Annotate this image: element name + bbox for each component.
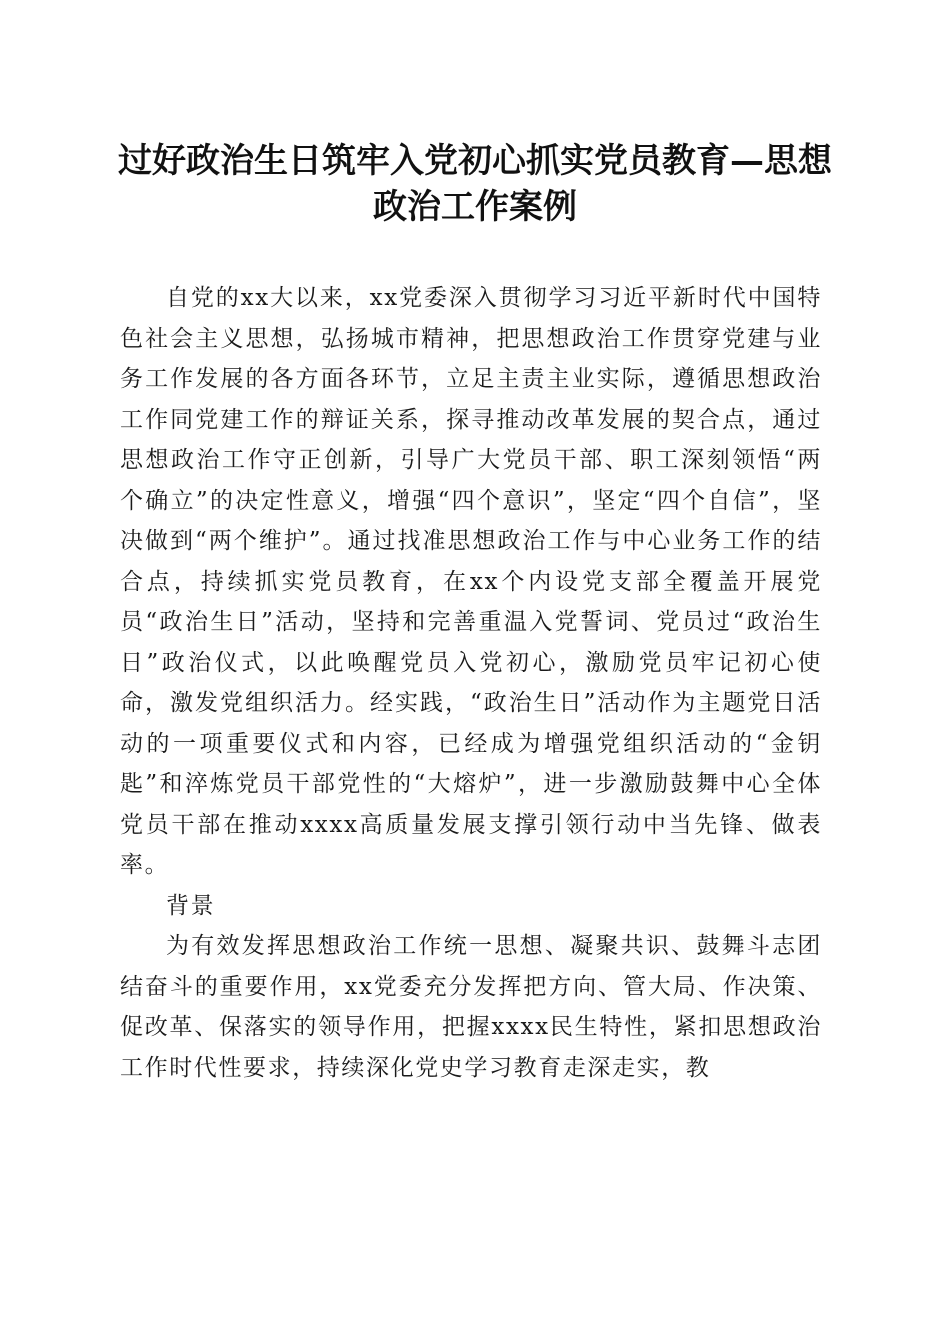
document-title: 过好政治生日筑牢入党初心抓实党员教育—思想政治工作案例: [118, 141, 832, 227]
paragraph-intro: 自党的xx大以来，xx党委深入贯彻学习习近平新时代中国特色社会主义思想，弘扬城市精神，把思想政治工作贯穿党建与业务工作发展的各方面各环节，立足主责主业实际，遵循思想政治工作同党建工作的辩证关系，探寻推动改革发展的契合点，通过思想政治工作守正创新，引导广大党员干部、职工深刻领悟“两个确立”的决定性意义，增强“四个意识”，坚定“四个自信”，坚决做到“两个维护”。通过找准思想政治工作与中心业务工作的结合点，持续抓实党员教育，在xx个内设党支部全覆盖开展党员“政治生日”活动，坚持和完善重温入党誓词、党员过“政治生日”政治仪式，以此唤醒党员入党初心，激励党员牢记初心使命，激发党组织活力。经实践，“政治生日”活动作为主题党日活动的一项重要仪式和内容，已经成为增强党组织活动的“金钥匙”和淬炼党员干部党性的“大熔炉”，进一步激励鼓舞中心全体党员干部在推动xxxx高质量发展支撑引领行动中当先锋、做表率。: [120, 285, 822, 878]
document-body: [120, 278, 822, 1088]
paragraph-background: 为有效发挥思想政治工作统一思想、凝聚共识、鼓舞斗志团结奋斗的重要作用，xx党委充分发挥把方向、管大局、作决策、促改革、保落实的领导作用，把握xxxx民生特性，紧扣思想政治工作时代性要求，持续深化党史学习教育走深走实，教: [120, 933, 822, 1081]
section-heading-background: 背景: [166, 892, 216, 919]
